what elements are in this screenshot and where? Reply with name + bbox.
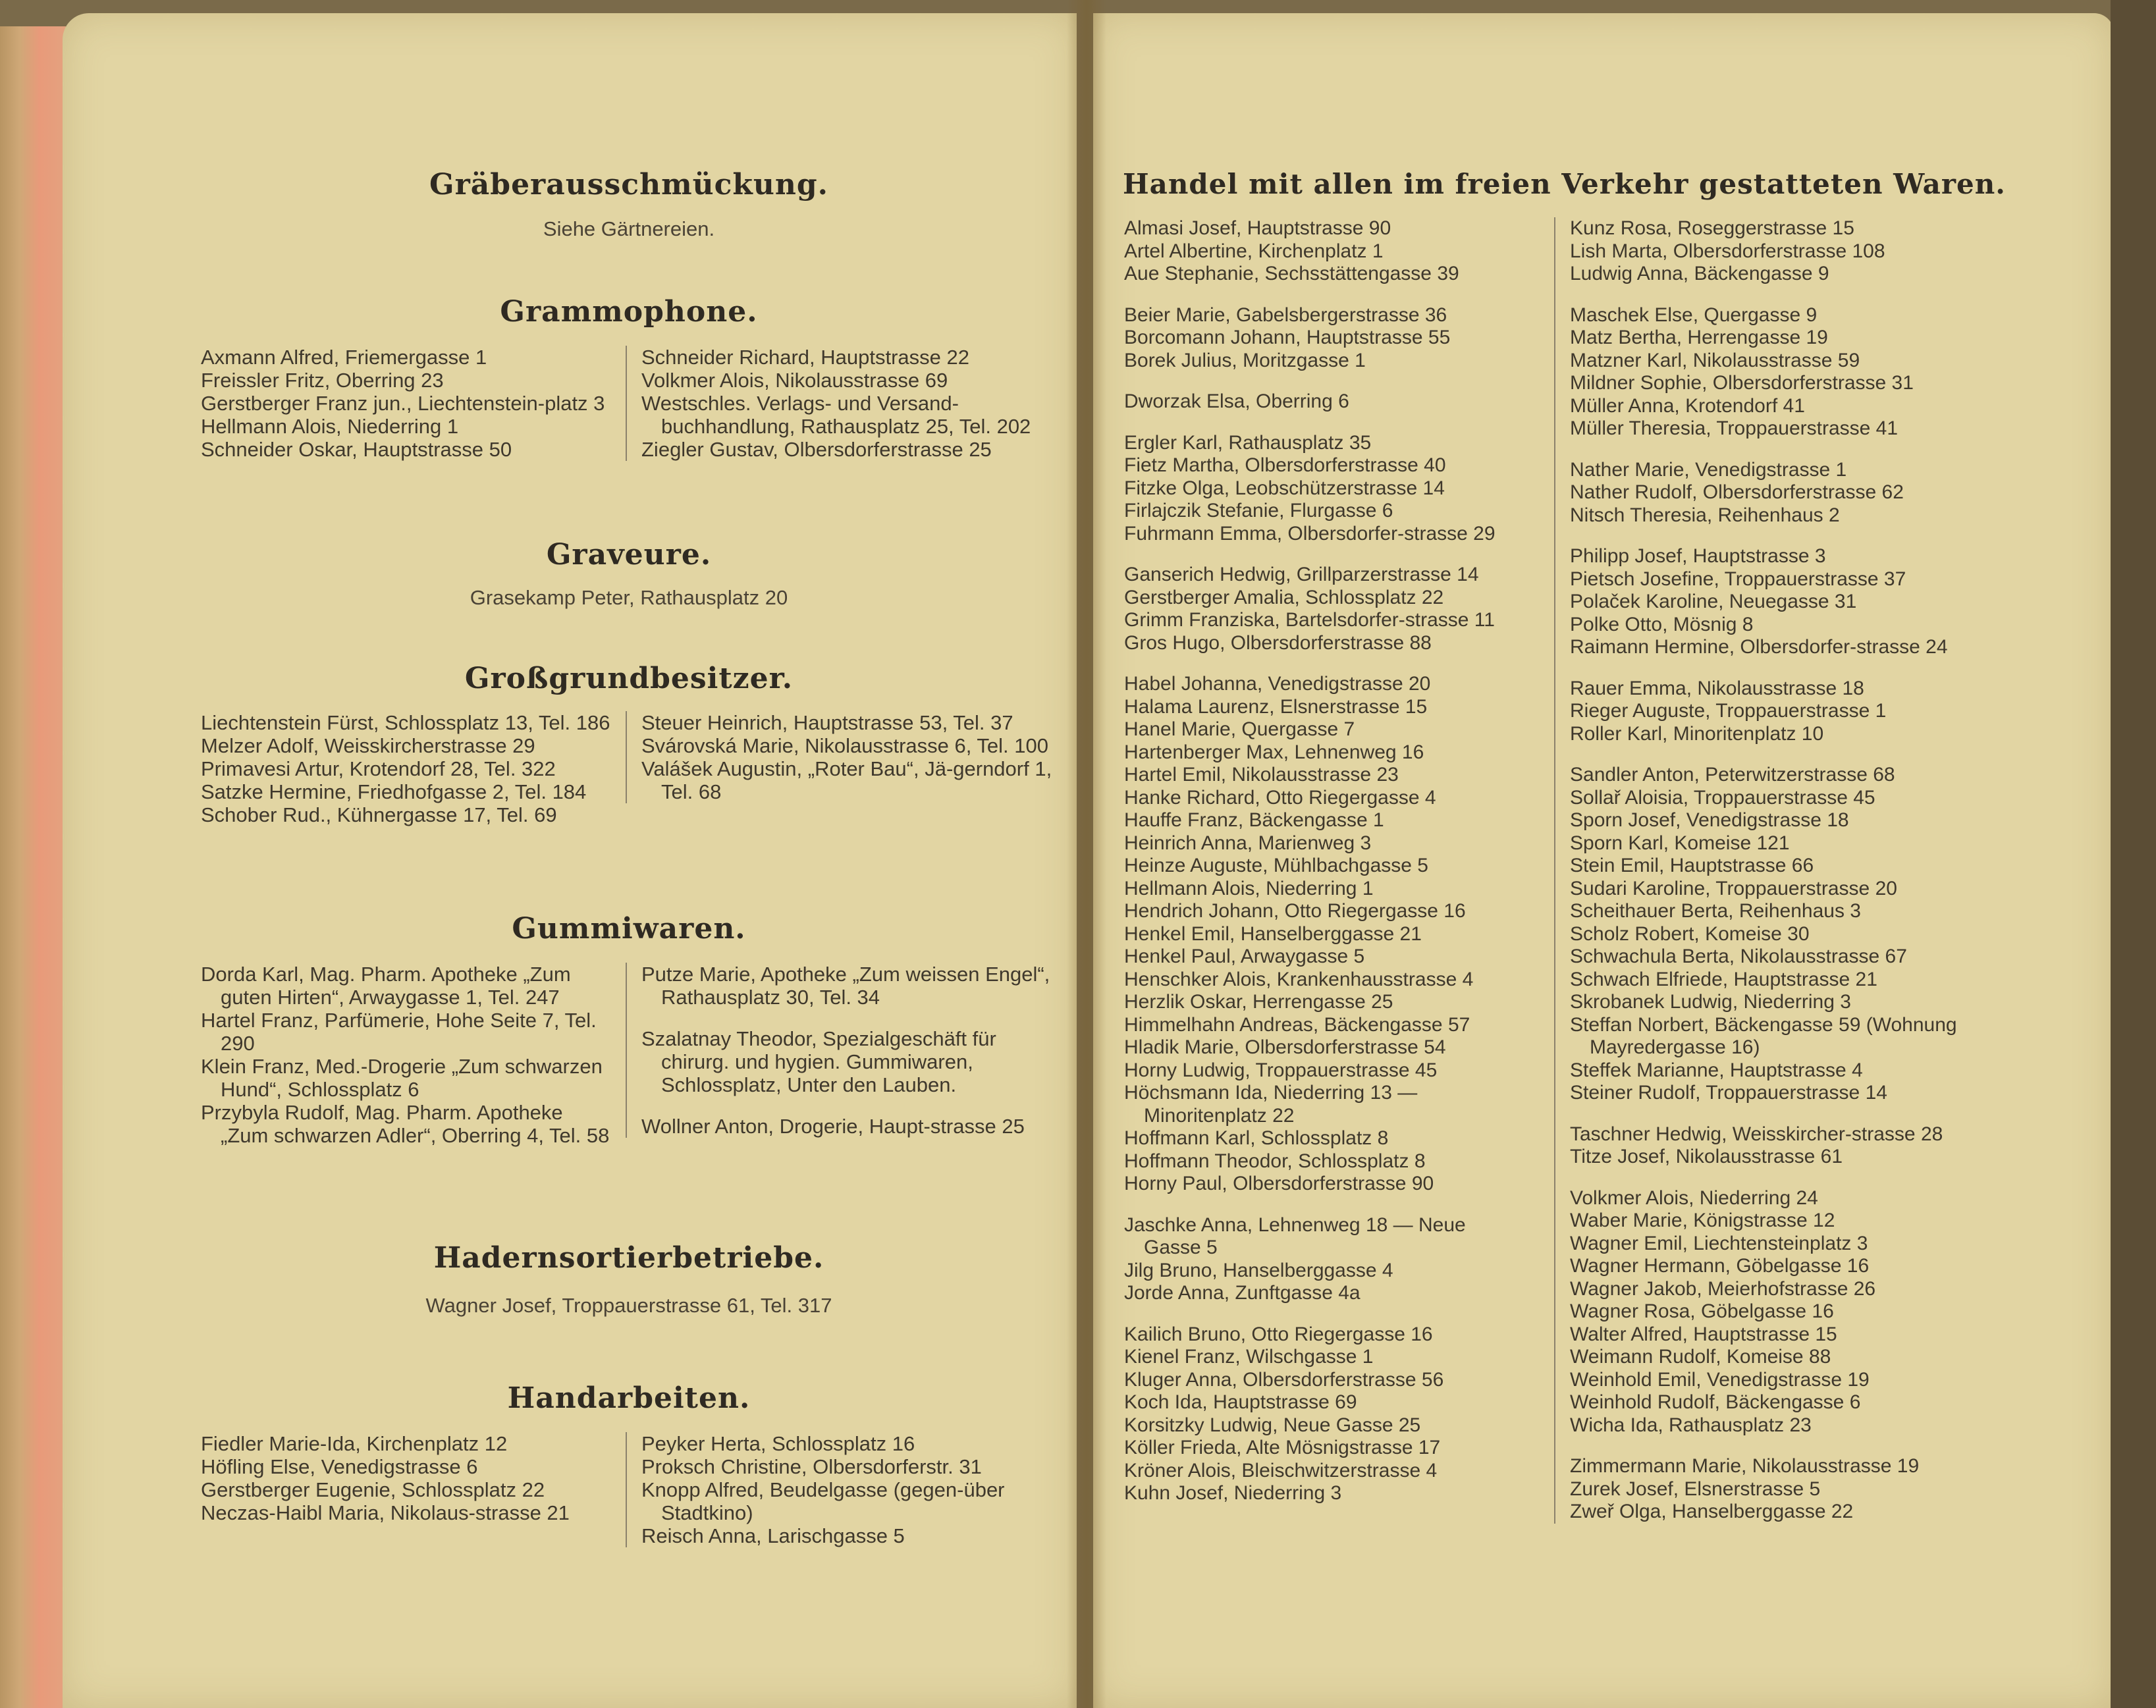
list-item: Heinrich Anna, Marienweg 3 [1124,832,1372,854]
heading-gummiwaren: Gummiwaren. [512,912,746,946]
list-item: Ergler Karl, Rathausplatz 35 [1124,431,1372,454]
list-item: Aue Stephanie, Sechsstättengasse 39 [1124,263,1459,284]
list-item: Ganserich Hedwig, Grillparzerstrasse 14 [1124,564,1479,585]
list-item: Wagner Hermann, Göbelgasse 16 [1570,1255,1870,1277]
list-item: Matzner Karl, Nikolausstrasse 59 [1570,349,1860,371]
list-item: Polke Otto, Mösnig 8 [1570,613,1754,635]
note-hadernsortierbetriebe: Wagner Josef, Troppauerstrasse 61, Tel. 317 [425,1294,832,1317]
list-item: Lish Marta, Olbersdorferstrasse 108 [1570,240,1885,262]
list-item: Köller Frieda, Alte Mösnigstrasse 17 [1124,1437,1441,1458]
list-item: Jaschke Anna, Lehnenweg 18 — Neue Gasse 5 [1124,1214,1466,1258]
list-item: Hanel Marie, Quergasse 7 [1124,718,1355,740]
list-item: Liechtenstein Fürst, Schlossplatz 13, Tel. 186 [201,711,610,734]
list-item: Schneider Oskar, Hauptstrasse 50 [201,438,512,461]
grammophone-left-column [201,346,622,461]
list-item: Waber Marie, Königstrasse 12 [1570,1210,1835,1231]
heading-handel: Handel mit allen im freien Verkehr gestatteten Waren. [1123,168,2006,200]
list-item: Fietz Martha, Olbersdorferstrasse 40 [1124,454,1446,476]
list-item: Svárovská Marie, Nikolausstrasse 6, Tel. 100 [641,734,1048,757]
list-item: Schwach Elfriede, Hauptstrasse 21 [1570,968,1877,990]
list-item: Höfling Else, Venedigstrasse 6 [201,1455,478,1478]
list-item: Steffek Marianne, Hauptstrasse 4 [1570,1059,1863,1081]
list-item: Neczas-Haibl Maria, Nikolaus-strasse 21 [201,1501,570,1524]
list-item: Peyker Herta, Schlossplatz 16 [641,1432,915,1455]
list-item: Borcomann Johann, Hauptstrasse 55 [1124,327,1451,348]
list-item: Scholz Robert, Komeise 30 [1570,922,1810,945]
grossgrundbesitzer-left-column [201,711,622,826]
gummiwaren-right-column [626,963,1063,1138]
list-item: Reisch Anna, Larischgasse 5 [641,1524,905,1547]
list-item: Schwachula Berta, Nikolausstrasse 67 [1570,946,1907,967]
list-item: Wagner Emil, Liechtensteinplatz 3 [1570,1232,1868,1254]
list-item: Jilg Bruno, Hanselberggasse 4 [1124,1259,1393,1281]
list-item: Hanke Richard, Otto Riegergasse 4 [1124,786,1436,809]
list-item: Gros Hugo, Olbersdorferstrasse 88 [1124,631,1432,654]
list-item: Nather Marie, Venedigstrasse 1 [1570,458,1847,481]
list-item: Jorde Anna, Zunftgasse 4a [1124,1282,1361,1304]
list-item: Volkmer Alois, Nikolausstrasse 69 [641,369,948,392]
list-item: Kuhn Josef, Niederring 3 [1124,1482,1342,1504]
list-item: Horny Ludwig, Troppauerstrasse 45 [1124,1059,1438,1081]
list-item: Raimann Hermine, Olbersdorfer-strasse 24 [1570,636,1948,658]
list-item: Schober Rud., Kühnergasse 17, Tel. 69 [201,803,557,826]
page-edges [0,26,66,1708]
list-item: Ludwig Anna, Bäckengasse 9 [1570,263,1829,284]
list-item: Hauffe Franz, Bäckengasse 1 [1124,809,1384,831]
list-item: Borek Julius, Moritzgasse 1 [1124,349,1366,371]
list-item: Melzer Adolf, Weisskircherstrasse 29 [201,734,535,757]
list-item: Rauer Emma, Nikolausstrasse 18 [1570,677,1864,699]
heading-grammophone: Grammophone. [500,295,758,329]
list-item: Gerstberger Eugenie, Schlossplatz 22 [201,1478,545,1501]
list-item: Hoffmann Karl, Schlossplatz 8 [1124,1127,1389,1149]
list-item: Axmann Alfred, Friemergasse 1 [201,346,487,369]
list-item: Koch Ida, Hauptstrasse 69 [1124,1391,1357,1413]
grammophone-right-column [626,346,1063,461]
list-item: Hartenberger Max, Lehnenweg 16 [1124,741,1424,763]
heading-hadernsortierbetriebe: Hadernsortierbetriebe. [433,1241,824,1275]
list-item: Kröner Alois, Bleischwitzerstrasse 4 [1124,1459,1438,1481]
list-item: Westschles. Verlags- und Versand-buchhandlung, Rathausplatz 25, Tel. 202 [641,392,1031,438]
list-item: Fiedler Marie-Ida, Kirchenplatz 12 [201,1432,508,1455]
list-item: Hartel Emil, Nikolausstrasse 23 [1124,764,1399,786]
list-item: Henkel Paul, Arwaygasse 5 [1124,946,1365,967]
heading-grossgrundbesitzer: Großgrundbesitzer. [464,662,794,695]
list-item: Heinze Auguste, Mühlbachgasse 5 [1124,855,1428,876]
list-item: Hellmann Alois, Niederring 1 [1124,877,1374,899]
list-item: Horny Paul, Olbersdorferstrasse 90 [1124,1173,1434,1194]
list-item: Philipp Josef, Hauptstrasse 3 [1570,545,1826,567]
list-item: Valášek Augustin, „Roter Bau“, Jä-gerndorf 1, Tel. 68 [641,757,1052,803]
list-item: Taschner Hedwig, Weisskircher-strasse 28 [1570,1123,1943,1145]
list-item: Weimann Rudolf, Komeise 88 [1570,1346,1831,1368]
list-item: Weinhold Emil, Venedigstrasse 19 [1570,1368,1870,1391]
list-item: Henschker Alois, Krankenhausstrasse 4 [1124,968,1474,990]
grossgrundbesitzer-right-column [626,711,1063,803]
handarbeiten-left-column [201,1432,622,1524]
list-item: Korsitzky Ludwig, Neue Gasse 25 [1124,1414,1421,1436]
list-item: Hartel Franz, Parfümerie, Hohe Seite 7, Tel. 290 [201,1009,597,1055]
list-item: Gerstberger Amalia, Schlossplatz 22 [1124,586,1444,608]
handel-left-column [1124,217,1552,1505]
list-item: Zurek Josef, Elsnerstrasse 5 [1570,1478,1821,1500]
handarbeiten-right-column [626,1432,1063,1547]
list-item: Almasi Josef, Hauptstrasse 90 [1124,217,1391,239]
list-item: Freissler Fritz, Oberring 23 [201,369,444,392]
list-item: Sporn Josef, Venedigstrasse 18 [1570,809,1849,831]
list-item: Polaček Karoline, Neuegasse 31 [1570,591,1857,612]
list-item: Scheithauer Berta, Reihenhaus 3 [1570,900,1861,922]
list-item: Nather Rudolf, Olbersdorferstrasse 62 [1570,481,1904,503]
list-item: Grimm Franziska, Bartelsdorfer-strasse 11 [1124,609,1495,631]
list-item: Przybyla Rudolf, Mag. Pharm. Apotheke „Zum schwarzen Adler“, Oberring 4, Tel. 58 [201,1101,610,1147]
list-item: Wagner Jakob, Meierhofstrasse 26 [1570,1277,1876,1300]
list-item: Sollař Aloisia, Troppauerstrasse 45 [1570,786,1875,809]
list-item: Henkel Emil, Hanselberggasse 21 [1124,922,1422,945]
list-item: Fitzke Olga, Leobschützerstrasse 14 [1124,477,1445,499]
list-item: Nitsch Theresia, Reihenhaus 2 [1570,504,1840,526]
list-item: Herzlik Oskar, Herrengasse 25 [1124,991,1393,1013]
list-item: Pietsch Josefine, Troppauerstrasse 37 [1570,568,1906,590]
list-item: Wicha Ida, Rathausplatz 23 [1570,1414,1812,1436]
list-item: Beier Marie, Gabelsbergerstrasse 36 [1124,304,1447,326]
list-item: Steffan Norbert, Bäckengasse 59 (Wohnung Mayredergasse 16) [1570,1013,1957,1058]
list-item: Primavesi Artur, Krotendorf 28, Tel. 322 [201,757,556,780]
list-item: Sporn Karl, Komeise 121 [1570,832,1790,854]
list-item: Walter Alfred, Hauptstrasse 15 [1570,1323,1837,1345]
list-item: Knopp Alfred, Beudelgasse (gegen-über Stadtkino) [641,1478,1005,1524]
list-item: Gerstberger Franz jun., Liechtenstein-platz 3 [201,392,605,415]
list-item: Kailich Bruno, Otto Riegergasse 16 [1124,1323,1433,1345]
list-item: Zweř Olga, Hanselberggasse 22 [1570,1501,1854,1522]
list-item: Stein Emil, Hauptstrasse 66 [1570,855,1814,876]
list-item: Satzke Hermine, Friedhofgasse 2, Tel. 184 [201,780,587,803]
list-item: Maschek Else, Quergasse 9 [1570,304,1818,326]
background-edge [2111,0,2156,1708]
note-graveure: Grasekamp Peter, Rathausplatz 20 [470,586,788,609]
list-item: Ziegler Gustav, Olbersdorferstrasse 25 [641,438,992,461]
list-item: Matz Bertha, Herrengasse 19 [1570,327,1828,348]
list-item: Sudari Karoline, Troppauerstrasse 20 [1570,877,1897,899]
list-item: Wollner Anton, Drogerie, Haupt-strasse 25 [641,1115,1025,1138]
heading-graveure: Graveure. [546,538,712,572]
list-item: Firlajczik Stefanie, Flurgasse 6 [1124,500,1393,521]
list-item: Wagner Rosa, Göbelgasse 16 [1570,1300,1834,1322]
list-item: Sandler Anton, Peterwitzerstrasse 68 [1570,764,1895,786]
list-item: Himmelhahn Andreas, Bäckengasse 57 [1124,1013,1470,1036]
list-item: Mildner Sophie, Olbersdorferstrasse 31 [1570,372,1914,394]
list-item: Steiner Rudolf, Troppauerstrasse 14 [1570,1082,1887,1104]
list-item: Müller Theresia, Troppauerstrasse 41 [1570,417,1899,439]
list-item: Schneider Richard, Hauptstrasse 22 [641,346,969,369]
list-item: Kienel Franz, Wilschgasse 1 [1124,1346,1374,1368]
list-item: Proksch Christine, Olbersdorferstr. 31 [641,1455,982,1478]
gummiwaren-left-column [201,963,622,1147]
list-item: Dorda Karl, Mag. Pharm. Apotheke „Zum guten Hirten“, Arwaygasse 1, Tel. 247 [201,963,571,1009]
note-graeberausschmueckung: Siehe Gärtnereien. [543,217,715,240]
list-item: Zimmermann Marie, Nikolausstrasse 19 [1570,1455,1920,1477]
list-item: Höchsmann Ida, Niederring 13 — Minoritenplatz 22 [1124,1082,1418,1127]
list-item: Roller Karl, Minoritenplatz 10 [1570,722,1824,745]
book-gutter [1067,0,1106,1708]
list-item: Halama Laurenz, Elsnerstrasse 15 [1124,695,1428,718]
list-item: Müller Anna, Krotendorf 41 [1570,394,1805,417]
list-item: Klein Franz, Med.-Drogerie „Zum schwarzen Hund“, Schlossplatz 6 [201,1055,603,1101]
list-item: Titze Josef, Nikolausstrasse 61 [1570,1146,1843,1167]
list-item: Habel Johanna, Venedigstrasse 20 [1124,673,1431,695]
list-item: Skrobanek Ludwig, Niederring 3 [1570,991,1851,1013]
list-item: Weinhold Rudolf, Bäckengasse 6 [1570,1391,1861,1413]
heading-handarbeiten: Handarbeiten. [507,1381,751,1415]
list-item: Kluger Anna, Olbersdorferstrasse 56 [1124,1368,1444,1391]
list-item: Hoffmann Theodor, Schlossplatz 8 [1124,1150,1426,1172]
list-item: Kunz Rosa, Roseggerstrasse 15 [1570,217,1854,239]
list-item: Dworzak Elsa, Oberring 6 [1124,390,1349,412]
list-item: Fuhrmann Emma, Olbersdorfer-strasse 29 [1124,522,1496,545]
list-item: Steuer Heinrich, Hauptstrasse 53, Tel. 37 [641,711,1013,734]
list-item: Hendrich Johann, Otto Riegergasse 16 [1124,900,1466,922]
handel-right-column [1554,217,2005,1524]
list-item: Volkmer Alois, Niederring 24 [1570,1187,1818,1209]
list-item: Putze Marie, Apotheke „Zum weissen Engel“, Rathausplatz 30, Tel. 34 [641,963,1050,1009]
heading-graeberausschmueckung: Gräberausschmückung. [429,168,828,201]
list-item: Szalatnay Theodor, Spezialgeschäft für chirurg. und hygien. Gummiwaren, Schlossplatz, Unter den Lauben. [641,1027,996,1096]
list-item: Hladik Marie, Olbersdorferstrasse 54 [1124,1036,1446,1058]
list-item: Rieger Auguste, Troppauerstrasse 1 [1570,700,1887,722]
list-item: Artel Albertine, Kirchenplatz 1 [1124,240,1384,262]
list-item: Hellmann Alois, Niederring 1 [201,415,459,438]
